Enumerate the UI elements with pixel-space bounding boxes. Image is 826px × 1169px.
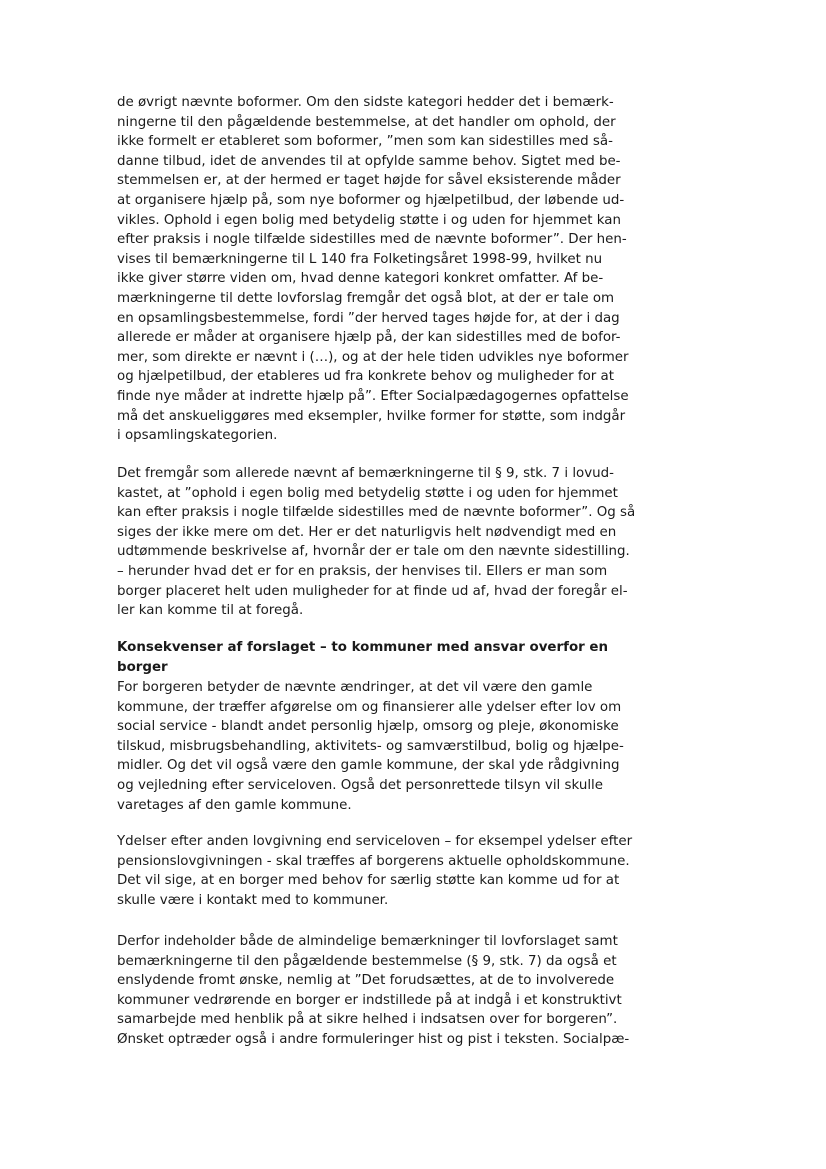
text-line: kommune, der træffer afgørelse om og finansierer alle ydelser efter lov om bbox=[117, 699, 622, 715]
text-line: en opsamlingsbestemmelse, fordi ”der herved tages højde for, at der i dag bbox=[117, 310, 620, 326]
text-line: bemærkningerne til den pågældende bestemmelse (§ 9, stk. 7) da også et bbox=[117, 953, 617, 969]
text-line: kommuner vedrørende en borger er indstillede på at indgå i et konstruktivt bbox=[117, 992, 622, 1008]
text-line: Det vil sige, at en borger med behov for særlig støtte kan komme ud for at bbox=[117, 873, 620, 889]
text-line: tilskud, misbrugsbehandling, aktivitets- og samværstilbud, bolig og hjælpe- bbox=[117, 738, 624, 754]
text-line: social service - blandt andet personlig hjælp, omsorg og pleje, økonomiske bbox=[117, 719, 619, 735]
text-line: siges der ikke mere om det. Her er det naturligvis helt nødvendigt med en bbox=[117, 524, 617, 540]
text-line: mærkningerne til dette lovforslag fremgår det også blot, at der er tale om bbox=[117, 290, 615, 306]
paragraph-consequences bbox=[117, 678, 717, 815]
text-line: samarbejde med henblik på at sikre helhed i indsatsen over for borgeren”. bbox=[117, 1012, 618, 1028]
text-line: ler kan komme til at foregå. bbox=[117, 603, 304, 619]
text-line: ikke giver større viden om, hvad denne kategori konkret omfatter. Af be- bbox=[117, 271, 604, 287]
text-line: må det anskueliggøres med eksempler, hvilke former for støtte, som indgår bbox=[117, 408, 626, 424]
text-line: Derfor indeholder både de almindelige bemærkninger til lovforslaget samt bbox=[117, 934, 618, 949]
text-line: allerede er måder at organisere hjælp på, der kan sidestilles med de bofor- bbox=[117, 330, 621, 346]
text-line: Ydelser efter anden lovgivning end serviceloven – for eksempel ydelser efter bbox=[117, 834, 633, 849]
text-line: efter praksis i nogle tilfælde sidestilles med de nævnte boformer”. Der hen- bbox=[117, 232, 627, 248]
paragraph-boformer bbox=[117, 93, 717, 446]
text-line: udtømmende beskrivelse af, hvornår der er tale om den nævnte sidestilling. bbox=[117, 544, 630, 560]
text-line: de øvrigt nævnte boformer. Om den sidste kategori hedder det i bemærk- bbox=[117, 95, 614, 110]
text-line: danne tilbud, idet de anvendes til at opfylde samme behov. Sigtet med be- bbox=[117, 153, 621, 169]
text-line: ikke formelt er etableret som boformer, ”men som kan sidestilles med så- bbox=[117, 134, 613, 150]
text-line: midler. Og det vil også være den gamle kommune, der skal yde rådgivning bbox=[117, 758, 620, 774]
text-line: Konsekvenser af forslaget – to kommuner med ansvar overfor en bbox=[117, 640, 609, 655]
paragraph-cooperation bbox=[117, 932, 717, 1050]
text-line: i opsamlingskategorien. bbox=[117, 428, 278, 444]
text-line: – herunder hvad det er for en praksis, der henvises til. Ellers er man som bbox=[117, 563, 608, 579]
text-line: at organisere hjælp på, som nye boformer og hjælpetilbud, der løbende ud- bbox=[117, 192, 625, 208]
text-line: kan efter praksis i nogle tilfælde sidestilles med de nævnte boformer”. Og så bbox=[117, 505, 636, 521]
text-line: For borgeren betyder de nævnte ændringer, at det vil være den gamle bbox=[117, 680, 593, 695]
text-line: vises til bemærkningerne til L 140 fra Folketingsåret 1998-99, hvilket nu bbox=[117, 251, 603, 267]
text-line: kastet, at ”ophold i egen bolig med betydelig støtte i og uden for hjemmet bbox=[117, 485, 618, 501]
paragraph-other-legislation bbox=[117, 832, 717, 910]
text-line: Det fremgår som allerede nævnt af bemærkningerne til § 9, stk. 7 i lovud- bbox=[117, 466, 614, 481]
text-line: borger placeret helt uden muligheder for at finde ud af, hvad der foregår el- bbox=[117, 583, 628, 599]
text-line: varetages af den gamle kommune. bbox=[117, 797, 352, 813]
section-heading bbox=[117, 638, 717, 677]
text-line: stemmelsen er, at der hermed er taget højde for såvel eksisterende måder bbox=[117, 173, 621, 189]
text-line: og hjælpetilbud, der etableres ud fra konkrete behov og muligheder for at bbox=[117, 369, 614, 385]
paragraph-paragraph-9 bbox=[117, 464, 717, 621]
text-line: Ønsket optræder også i andre formuleringer hist og pist i teksten. Socialpæ- bbox=[117, 1031, 630, 1047]
text-line: enslydende fromt ønske, nemlig at ”Det forudsættes, at de to involverede bbox=[117, 973, 615, 989]
text-line: ningerne til den pågældende bestemmelse, at det handler om ophold, der bbox=[117, 114, 616, 130]
text-line: vikles. Ophold i egen bolig med betydelig støtte i og uden for hjemmet kan bbox=[117, 212, 621, 228]
text-line: mer, som direkte er nævnt i (…), og at der hele tiden udvikles nye boformer bbox=[117, 349, 629, 365]
text-line: borger bbox=[117, 659, 168, 675]
text-line: finde nye måder at indrette hjælp på”. Efter Socialpædagogernes opfattelse bbox=[117, 388, 629, 404]
text-line: skulle være i kontakt med to kommuner. bbox=[117, 892, 389, 908]
text-line: pensionslovgivningen - skal træffes af borgerens aktuelle opholdskommune. bbox=[117, 853, 630, 869]
text-line: og vejledning efter serviceloven. Også det personrettede tilsyn vil skulle bbox=[117, 777, 603, 793]
